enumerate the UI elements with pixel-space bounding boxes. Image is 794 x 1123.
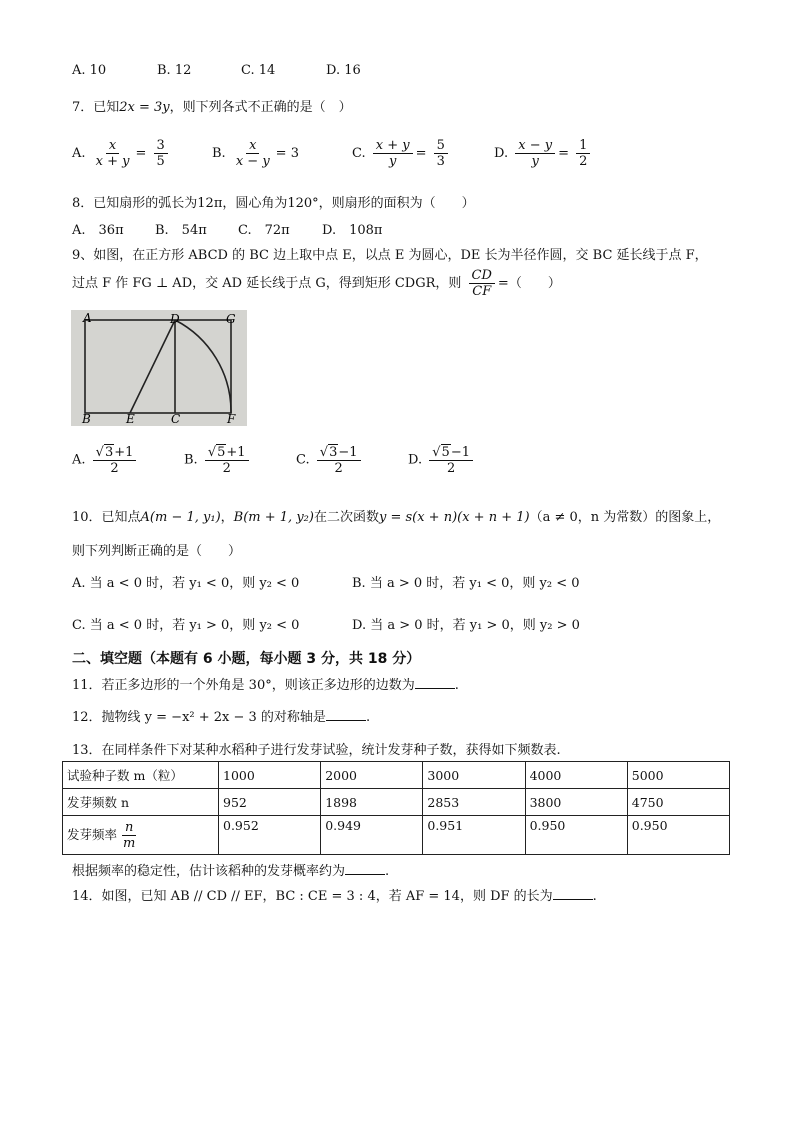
q8-option-b: B. 54π [155,223,207,238]
q7-c-fraction: $\frac{x + y}{y}$ [373,138,413,169]
q6-option-c: C. 14 [241,63,276,78]
q10-option-b: B. 当 a > 0 时，若 y₁ < 0，则 y₂ < 0 [352,576,580,591]
q10-option-c: C. 当 a < 0 时，若 y₁ > 0，则 y₂ < 0 [72,618,300,633]
q14-answer-blank[interactable] [553,899,593,900]
q9-a-fraction: $\frac{√3+1}{2}$ [93,444,137,476]
q7-d-fraction: $\frac{x - y}{y}$ [515,138,555,169]
q7-a-fraction: $\frac{x}{x + y}$ [95,138,130,169]
table-row: 发芽频数 n 952 1898 2853 3800 4750 [63,789,730,816]
q13-after: 根据频率的稳定性，估计该稻种的发芽概率约为 . [72,864,390,879]
q10-point-b: B(m + 1, y₂) [233,510,314,525]
label-f: F [227,412,236,426]
q10-point-a: A(m − 1, y₁) [140,510,221,525]
q11-answer-blank[interactable] [415,688,455,689]
label-e: E [126,412,135,426]
q7-a-rhs: $\frac{3}{5}$ [154,138,168,169]
q9-stem-line1: 9、如图，在正方形 ABCD 的 BC 边上取中点 E，以点 E 为圆心，DE 长为半径作圆，交 BC 延长线于点 F， [72,248,708,263]
q8-option-a: A. 36π [72,223,124,238]
q9-d-fraction: $\frac{√5-1}{2}$ [429,444,473,476]
q14: 14．如图，已知 AB // CD // EF，BC : CE = 3 : 4，若 AF = 14，则 DF 的长为 . [72,889,597,904]
q7-c-label: C. [352,146,366,161]
q9-b-fraction: $\frac{√5+1}{2}$ [205,444,249,476]
q6-option-a: A. 10 [72,63,107,78]
section-heading-fill-blank: 二、填空题（本题有 6 小题，每小题 3 分，共 18 分） [72,651,421,667]
q7-condition: 2x = 3y [119,100,170,115]
q10-stem-line2: 则下列判断正确的是（ ） [72,544,242,559]
q12-answer-blank[interactable] [326,720,366,721]
q7-b-label: B. [212,146,226,161]
q10-option-d: D. 当 a > 0 时，若 y₁ > 0，则 y₂ > 0 [352,618,580,633]
q13-answer-blank[interactable] [345,874,385,875]
q11: 11．若正多边形的一个外角是 30°，则该正多边形的边数为 . [72,678,459,693]
q9-option-c: C. $\frac{√3-1}{2}$ [296,444,364,476]
q7-stem-pre: 7．已知 [72,100,120,115]
q9-option-b: B. $\frac{√5+1}{2}$ [184,444,252,476]
q9-stem-line2 [72,268,561,299]
q8-option-c: C. 72π [238,223,290,238]
q12: 12．抛物线 y = −x² + 2x − 3 的对称轴是 . [72,710,371,725]
q7-stem [72,96,352,115]
label-c: C [171,412,181,426]
q7-option-a: A. $\frac{x}{x + y}$ = $\frac{3}{5}$ [72,138,171,169]
frequency-table [62,761,730,855]
q8-stem: 8．已知扇形的弧长为12π，圆心角为120°，则扇形的面积为（ ） [72,196,475,211]
label-d: D [170,312,180,326]
table-row: 发芽频率 $\frac{n}{m}$ 0.952 0.949 0.951 0.950 0.950 [63,816,730,855]
q7-option-d: D. $\frac{x - y}{y}$ = $\frac{1}{2}$ [494,138,593,169]
label-g: G [226,312,236,326]
rate-fraction: $\frac{n}{m}$ [123,819,136,851]
q7-stem-post: ，则下列各式不正确的是（ ） [169,100,352,115]
q9-stem-line2-text: 过点 F 作 FG ⊥ AD，交 AD 延长线于点 G，得到矩形 CDGR，则 [72,276,462,291]
label-b: B [82,412,91,426]
q9-figure [71,310,247,426]
q7-d-rhs: $\frac{1}{2}$ [576,138,590,169]
q6-option-d: D. 16 [326,63,361,78]
q7-b-fraction: $\frac{x}{x - y}$ [235,138,270,169]
q7-a-label: A. [72,146,86,161]
q10-stem-line1: 10．已知点A(m − 1, y₁)，B(m + 1, y₂)在二次函数y = s(x + n)(x + n + 1)（a ≠ 0，n 为常数）的图象上， [72,510,721,525]
q9-option-a: A. $\frac{√3+1}{2}$ [72,444,139,476]
rate-header-cell: 发芽频率 $\frac{n}{m}$ [63,816,219,855]
label-a: A [83,311,92,325]
q7-c-rhs: $\frac{5}{3}$ [434,138,448,169]
q8-option-d: D. 108π [322,223,383,238]
q10-option-a: A. 当 a < 0 时，若 y₁ < 0，则 y₂ < 0 [72,576,300,591]
q7-b-rhs: = 3 [275,146,299,161]
q7-option-c: C. $\frac{x + y}{y}$ = $\frac{5}{3}$ [352,138,451,169]
q6-option-b: B. 12 [157,63,192,78]
q13-stem: 13．在同样条件下对某种水稻种子进行发芽试验，统计发芽种子数，获得如下频数表. [72,743,561,758]
q9-option-d: D. $\frac{√5-1}{2}$ [408,444,476,476]
q9-ratio-fraction: $\frac{CD}{CF}$ [469,268,495,299]
q7-d-label: D. [494,146,509,161]
q9-tail: =（ ） [497,276,561,291]
q7-option-b [212,138,299,169]
table-row: 试验种子数 m（粒） 1000 2000 3000 4000 5000 [63,762,730,789]
q9-c-fraction: $\frac{√3-1}{2}$ [317,444,361,476]
q10-function: y = s(x + n)(x + n + 1) [378,510,530,525]
